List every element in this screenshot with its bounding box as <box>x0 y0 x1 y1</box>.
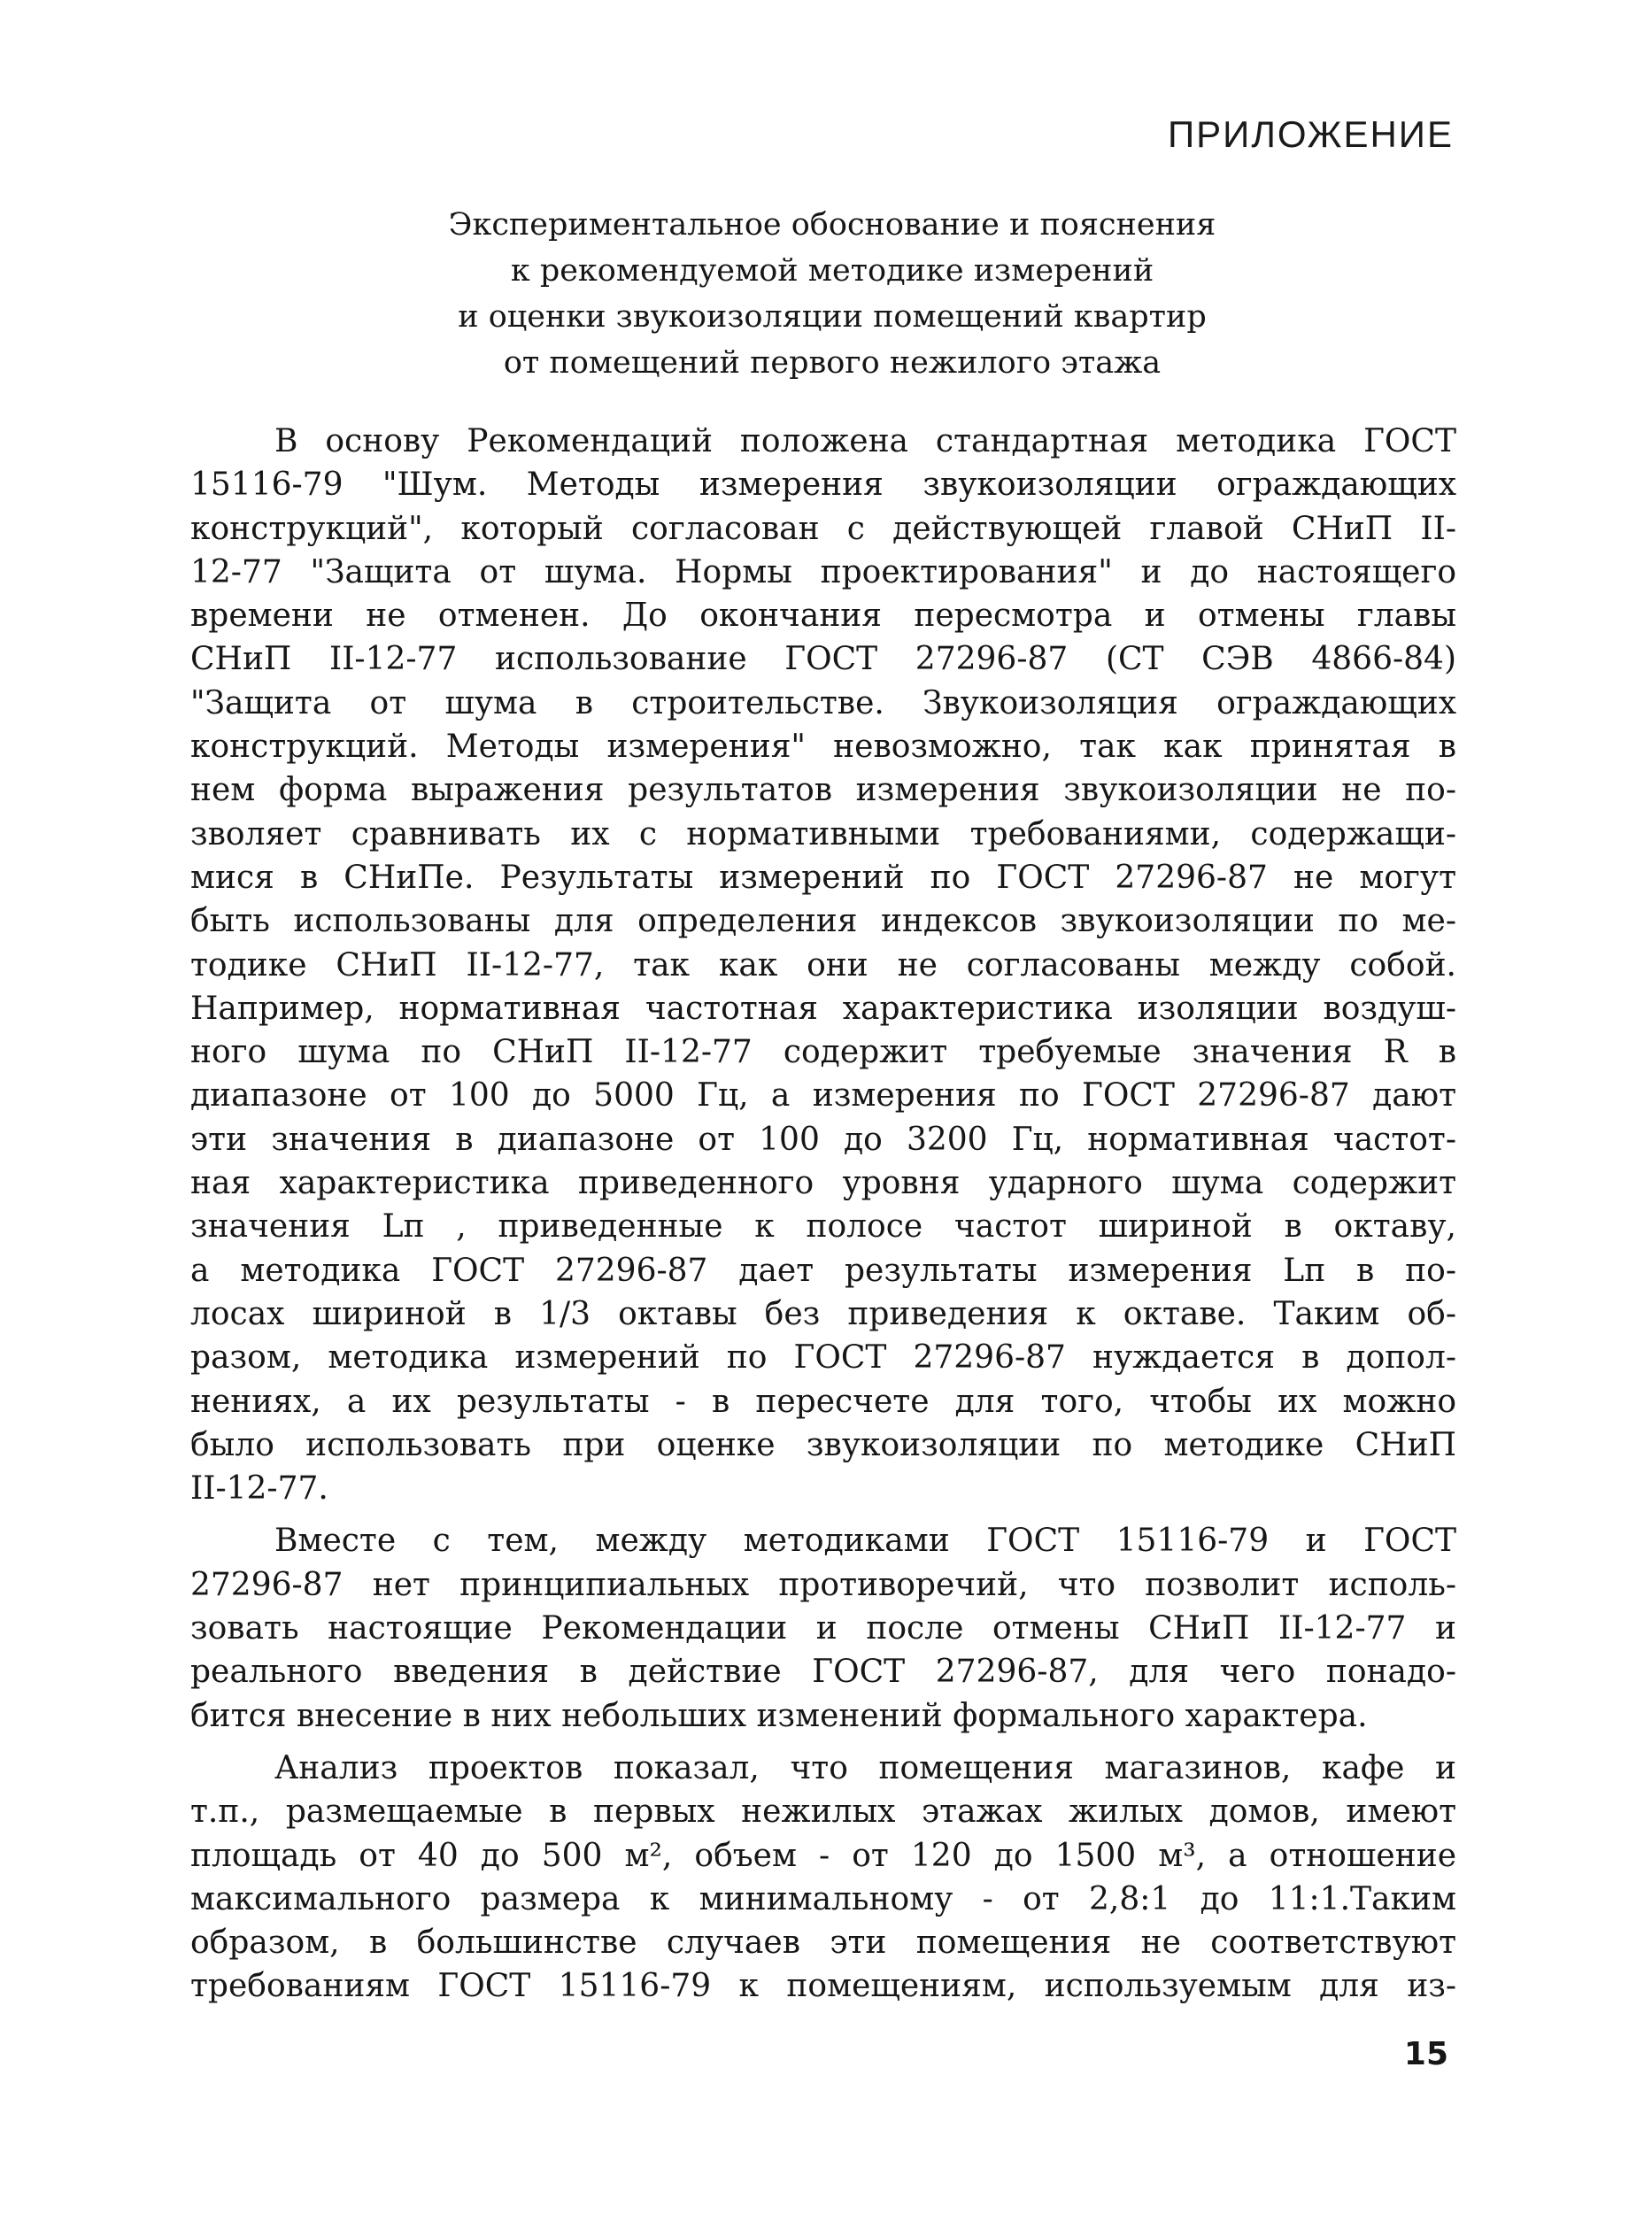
title-line: к рекомендуемой методике измерений <box>510 253 1154 289</box>
text-line: конструкций. Методы измерения" невозможно, так как принятая в <box>190 729 1456 766</box>
text-line: нем форма выражения результатов измерения звукоизоляции не по- <box>190 772 1456 809</box>
text-line: зовать настоящие Рекомендации и после отмены СНиП II-12-77 и <box>190 1610 1456 1647</box>
page-number: 15 <box>1403 2036 1448 2072</box>
text-line: быть использованы для определения индексов звукоизоляции по ме- <box>190 903 1456 940</box>
text-line: диапазоне от 100 до 5000 Гц, а измерения по ГОСТ 27296-87 дают <box>190 1077 1456 1115</box>
text-line: значения Lп , приведенные к полосе частот шириной в октаву, <box>190 1208 1456 1246</box>
text-line: образом, в большинстве случаев эти помещения не соответствуют <box>190 1925 1456 1962</box>
text-line: времени не отменен. До окончания пересмотра и отмены главы <box>190 598 1456 635</box>
text-line: площадь от 40 до 500 м², объем - от 120 до 1500 м³, а отношение <box>190 1837 1456 1874</box>
text-line: мися в СНиПе. Результаты измерений по ГОСТ 27296-87 не могут <box>190 859 1456 896</box>
text-line: разом, методика измерений по ГОСТ 27296-87 нуждается в допол- <box>190 1339 1456 1377</box>
title-line: от помещений первого нежилого этажа <box>503 345 1162 381</box>
text-line: СНиП II-12-77 использование ГОСТ 27296-87 (СТ СЭВ 4866-84) <box>190 641 1456 678</box>
text-line: ного шума по СНиП II-12-77 содержит требуемые значения R в <box>190 1034 1456 1071</box>
text-line: бится внесение в них небольших изменений формального характера. <box>190 1697 1368 1734</box>
text-line: тодике СНиП II-12-77, так как они не согласованы между собой. <box>190 946 1456 984</box>
text-line: Анализ проектов показал, что помещения магазинов, кафе и <box>274 1749 1456 1786</box>
text-line: зволяет сравнивать их с нормативными требованиями, содержащи- <box>190 815 1456 852</box>
text-line: конструкций", который согласован с действующей главой СНиП II- <box>190 510 1456 547</box>
body-text <box>190 420 1456 2009</box>
text-line: В основу Рекомендаций положена стандартная методика ГОСТ <box>274 423 1456 459</box>
text-line: требованиям ГОСТ 15116-79 к помещениям, используемым для из- <box>190 1968 1456 2005</box>
text-line: 15116-79 "Шум. Методы измерения звукоизоляции ограждающих <box>190 467 1456 504</box>
paragraph-3 <box>190 1747 1456 2009</box>
text-line: ная характеристика приведенного уровня ударного шума содержит <box>190 1165 1456 1202</box>
text-line: а методика ГОСТ 27296-87 дает результаты измерения Lп в по- <box>190 1252 1456 1289</box>
text-line: 27296-87 нет принципиальных противоречий, что позволит исполь- <box>190 1566 1456 1603</box>
text-line: лосах шириной в 1/3 октавы без приведения к октаве. Таким об- <box>190 1295 1456 1332</box>
appendix-label: ПРИЛОЖЕНИЕ <box>1167 113 1454 155</box>
text-line: максимального размера к минимальному - от 2,8:1 до 11:1.Таким <box>190 1880 1456 1917</box>
text-line: Например, нормативная частотная характеристика изоляции воздуш- <box>190 990 1456 1027</box>
paragraph-2 <box>190 1519 1456 1737</box>
text-line: 12-77 "Защита от шума. Нормы проектирования" и до настоящего <box>190 553 1456 590</box>
paragraph-1 <box>190 420 1456 1510</box>
title-line: и оценки звукоизоляции помещений квартир <box>458 299 1207 335</box>
text-line: Вместе с тем, между методиками ГОСТ 15116-79 и ГОСТ <box>274 1523 1456 1560</box>
text-line: эти значения в диапазоне от 100 до 3200 Гц, нормативная частот- <box>190 1121 1456 1158</box>
text-line: реального введения в действие ГОСТ 27296-87, для чего понадо- <box>190 1654 1456 1691</box>
title-line: Экспериментальное обоснование и пояснения <box>448 207 1216 243</box>
text-line: "Защита от шума в строительстве. Звукоизоляция ограждающих <box>190 684 1456 721</box>
text-line: нениях, а их результаты - в пересчете для того, чтобы их можно <box>190 1383 1456 1420</box>
text-line: II-12-77. <box>190 1470 328 1508</box>
document-title <box>266 202 1399 386</box>
text-line: т.п., размещаемые в первых нежилых этажах жилых домов, имеют <box>190 1793 1456 1831</box>
text-line: было использовать при оценке звукоизоляции по методике СНиП <box>190 1426 1456 1463</box>
